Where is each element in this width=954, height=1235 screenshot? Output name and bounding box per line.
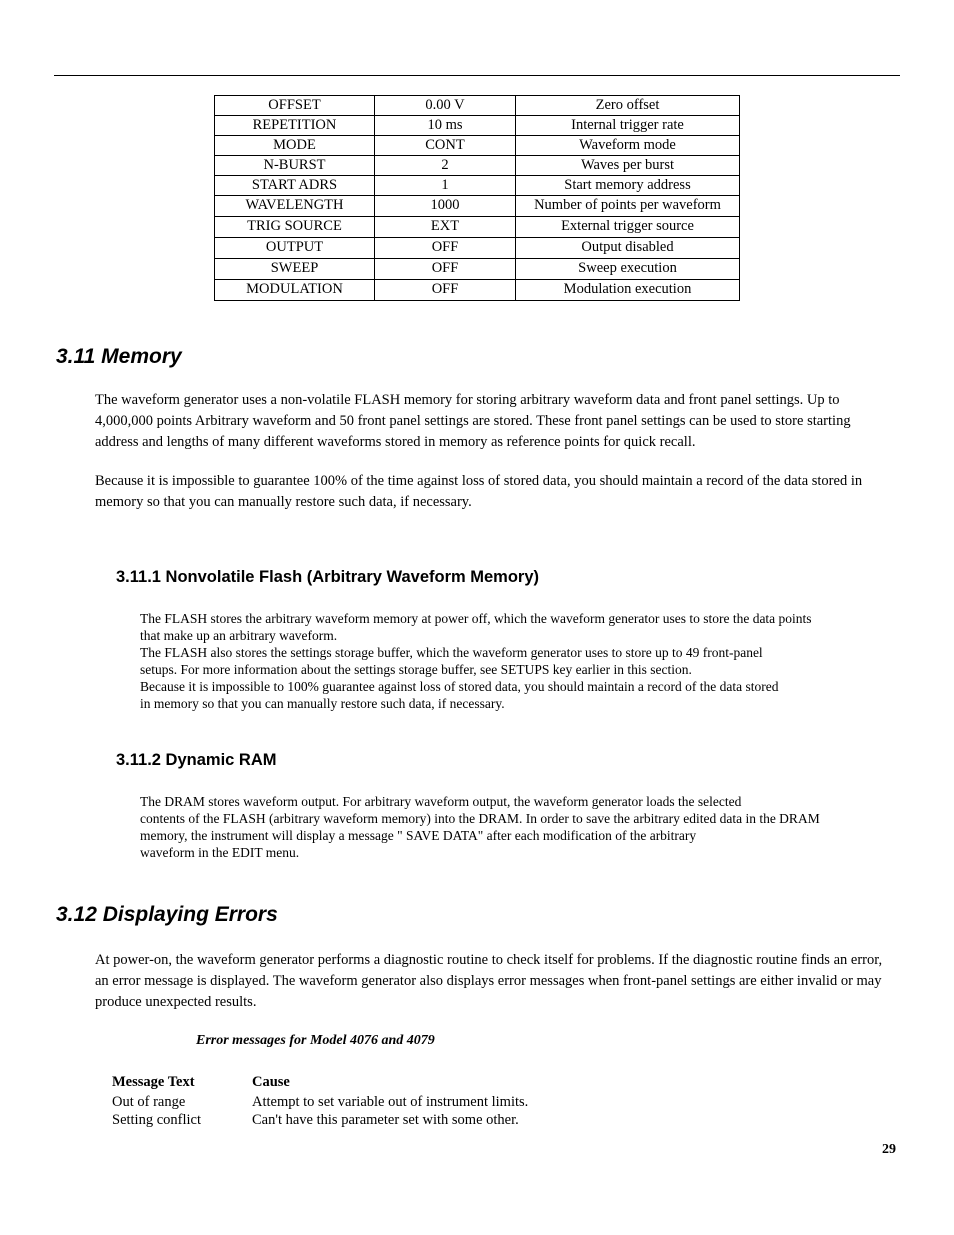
table-row: TRIG SOURCE EXT External trigger source xyxy=(215,217,740,238)
table-row: N-BURST 2 Waves per burst xyxy=(215,156,740,176)
table-row: OUTPUT OFF Output disabled xyxy=(215,238,740,259)
text-line: The FLASH stores the arbitrary waveform memory at power off, which the waveform generator uses to store the data points xyxy=(140,611,812,626)
flash-paragraph xyxy=(140,610,900,712)
error-message-text: Out of range xyxy=(112,1093,186,1110)
table-row: WAVELENGTH 1000 Number of points per waveform xyxy=(215,196,740,217)
table-row xyxy=(112,1093,528,1112)
text-line: that make up an arbitrary waveform. xyxy=(140,628,338,643)
text-line: in memory so that you can manually restore such data, if necessary. xyxy=(140,696,505,711)
text-line: The DRAM stores waveform output. For arbitrary waveform output, the waveform generator loads the selected xyxy=(140,794,742,809)
dram-paragraph xyxy=(140,793,900,861)
memory-paragraph-1: The waveform generator uses a non-volatile FLASH memory for storing arbitrary waveform data and front panel settings. Up to 4,000,000 points Arbitrary waveform and 50 front panel settings are stored. These front panel settings can be used to store starting address and lengths of many different waveforms stored in memory as reference points for quick recall. xyxy=(95,392,851,450)
text-line: memory, the instrument will display a message " SAVE DATA" after each modification of the arbitrary xyxy=(140,828,697,843)
text-line: setups. For more information about the settings storage buffer, see SETUPS key earlier in this section. xyxy=(140,662,692,677)
table-row: REPETITION 10 ms Internal trigger rate xyxy=(215,116,740,136)
subsection-heading-flash: 3.11.1 Nonvolatile Flash (Arbitrary Waveform Memory) xyxy=(116,568,540,586)
text-line: contents of the FLASH (arbitrary waveform memory) into the DRAM. In order to save the arbitrary edited data in the DRAM xyxy=(140,811,820,826)
text-line: waveform in the EDIT menu. xyxy=(140,845,300,860)
subsection-heading-dram: 3.11.2 Dynamic RAM xyxy=(116,751,277,769)
error-messages-table xyxy=(112,1073,528,1130)
header-rule xyxy=(54,75,900,76)
error-cause-text: Attempt to set variable out of instrument limits. xyxy=(252,1093,529,1110)
errors-paragraph: At power-on, the waveform generator performs a diagnostic routine to check itself for problems. If the diagnostic routine finds an error, an error message is displayed. The waveform generator also displays error messages when front-panel settings are either invalid or may produce unexpected results. xyxy=(95,952,883,1010)
error-table-header xyxy=(112,1073,528,1092)
table-row: MODE CONT Waveform mode xyxy=(215,136,740,156)
memory-paragraph-2: Because it is impossible to guarantee 100% of the time against loss of stored data, you should maintain a record of the data stored in memory so that you can manually restore such data, if necessary. xyxy=(95,473,863,510)
text-line: Because it is impossible to 100% guarantee against loss of stored data, you should maintain a record of the data stored xyxy=(140,679,779,694)
error-table-caption: Error messages for Model 4076 and 4079 xyxy=(196,1033,435,1048)
table-row: SWEEP OFF Sweep execution xyxy=(215,259,740,280)
error-message-text: Setting conflict xyxy=(112,1112,201,1128)
page-number: 29 xyxy=(882,1142,896,1157)
section-heading-errors: 3.12 Displaying Errors xyxy=(56,903,278,926)
error-cause-text: Can't have this parameter set with some other. xyxy=(252,1112,519,1128)
table-row xyxy=(112,1111,528,1130)
section-heading-memory: 3.11 Memory xyxy=(56,345,182,368)
table-row: OFFSET 0.00 V Zero offset xyxy=(215,96,740,116)
text-line: The FLASH also stores the settings storage buffer, which the waveform generator uses to store up to 49 front-panel xyxy=(140,645,763,660)
table-row: MODULATION OFF Modulation execution xyxy=(215,280,740,301)
column-header-cause: Cause xyxy=(252,1074,290,1090)
table-row: START ADRS 1 Start memory address xyxy=(215,176,740,196)
settings-table xyxy=(214,95,740,301)
column-header-message: Message Text xyxy=(112,1074,195,1090)
